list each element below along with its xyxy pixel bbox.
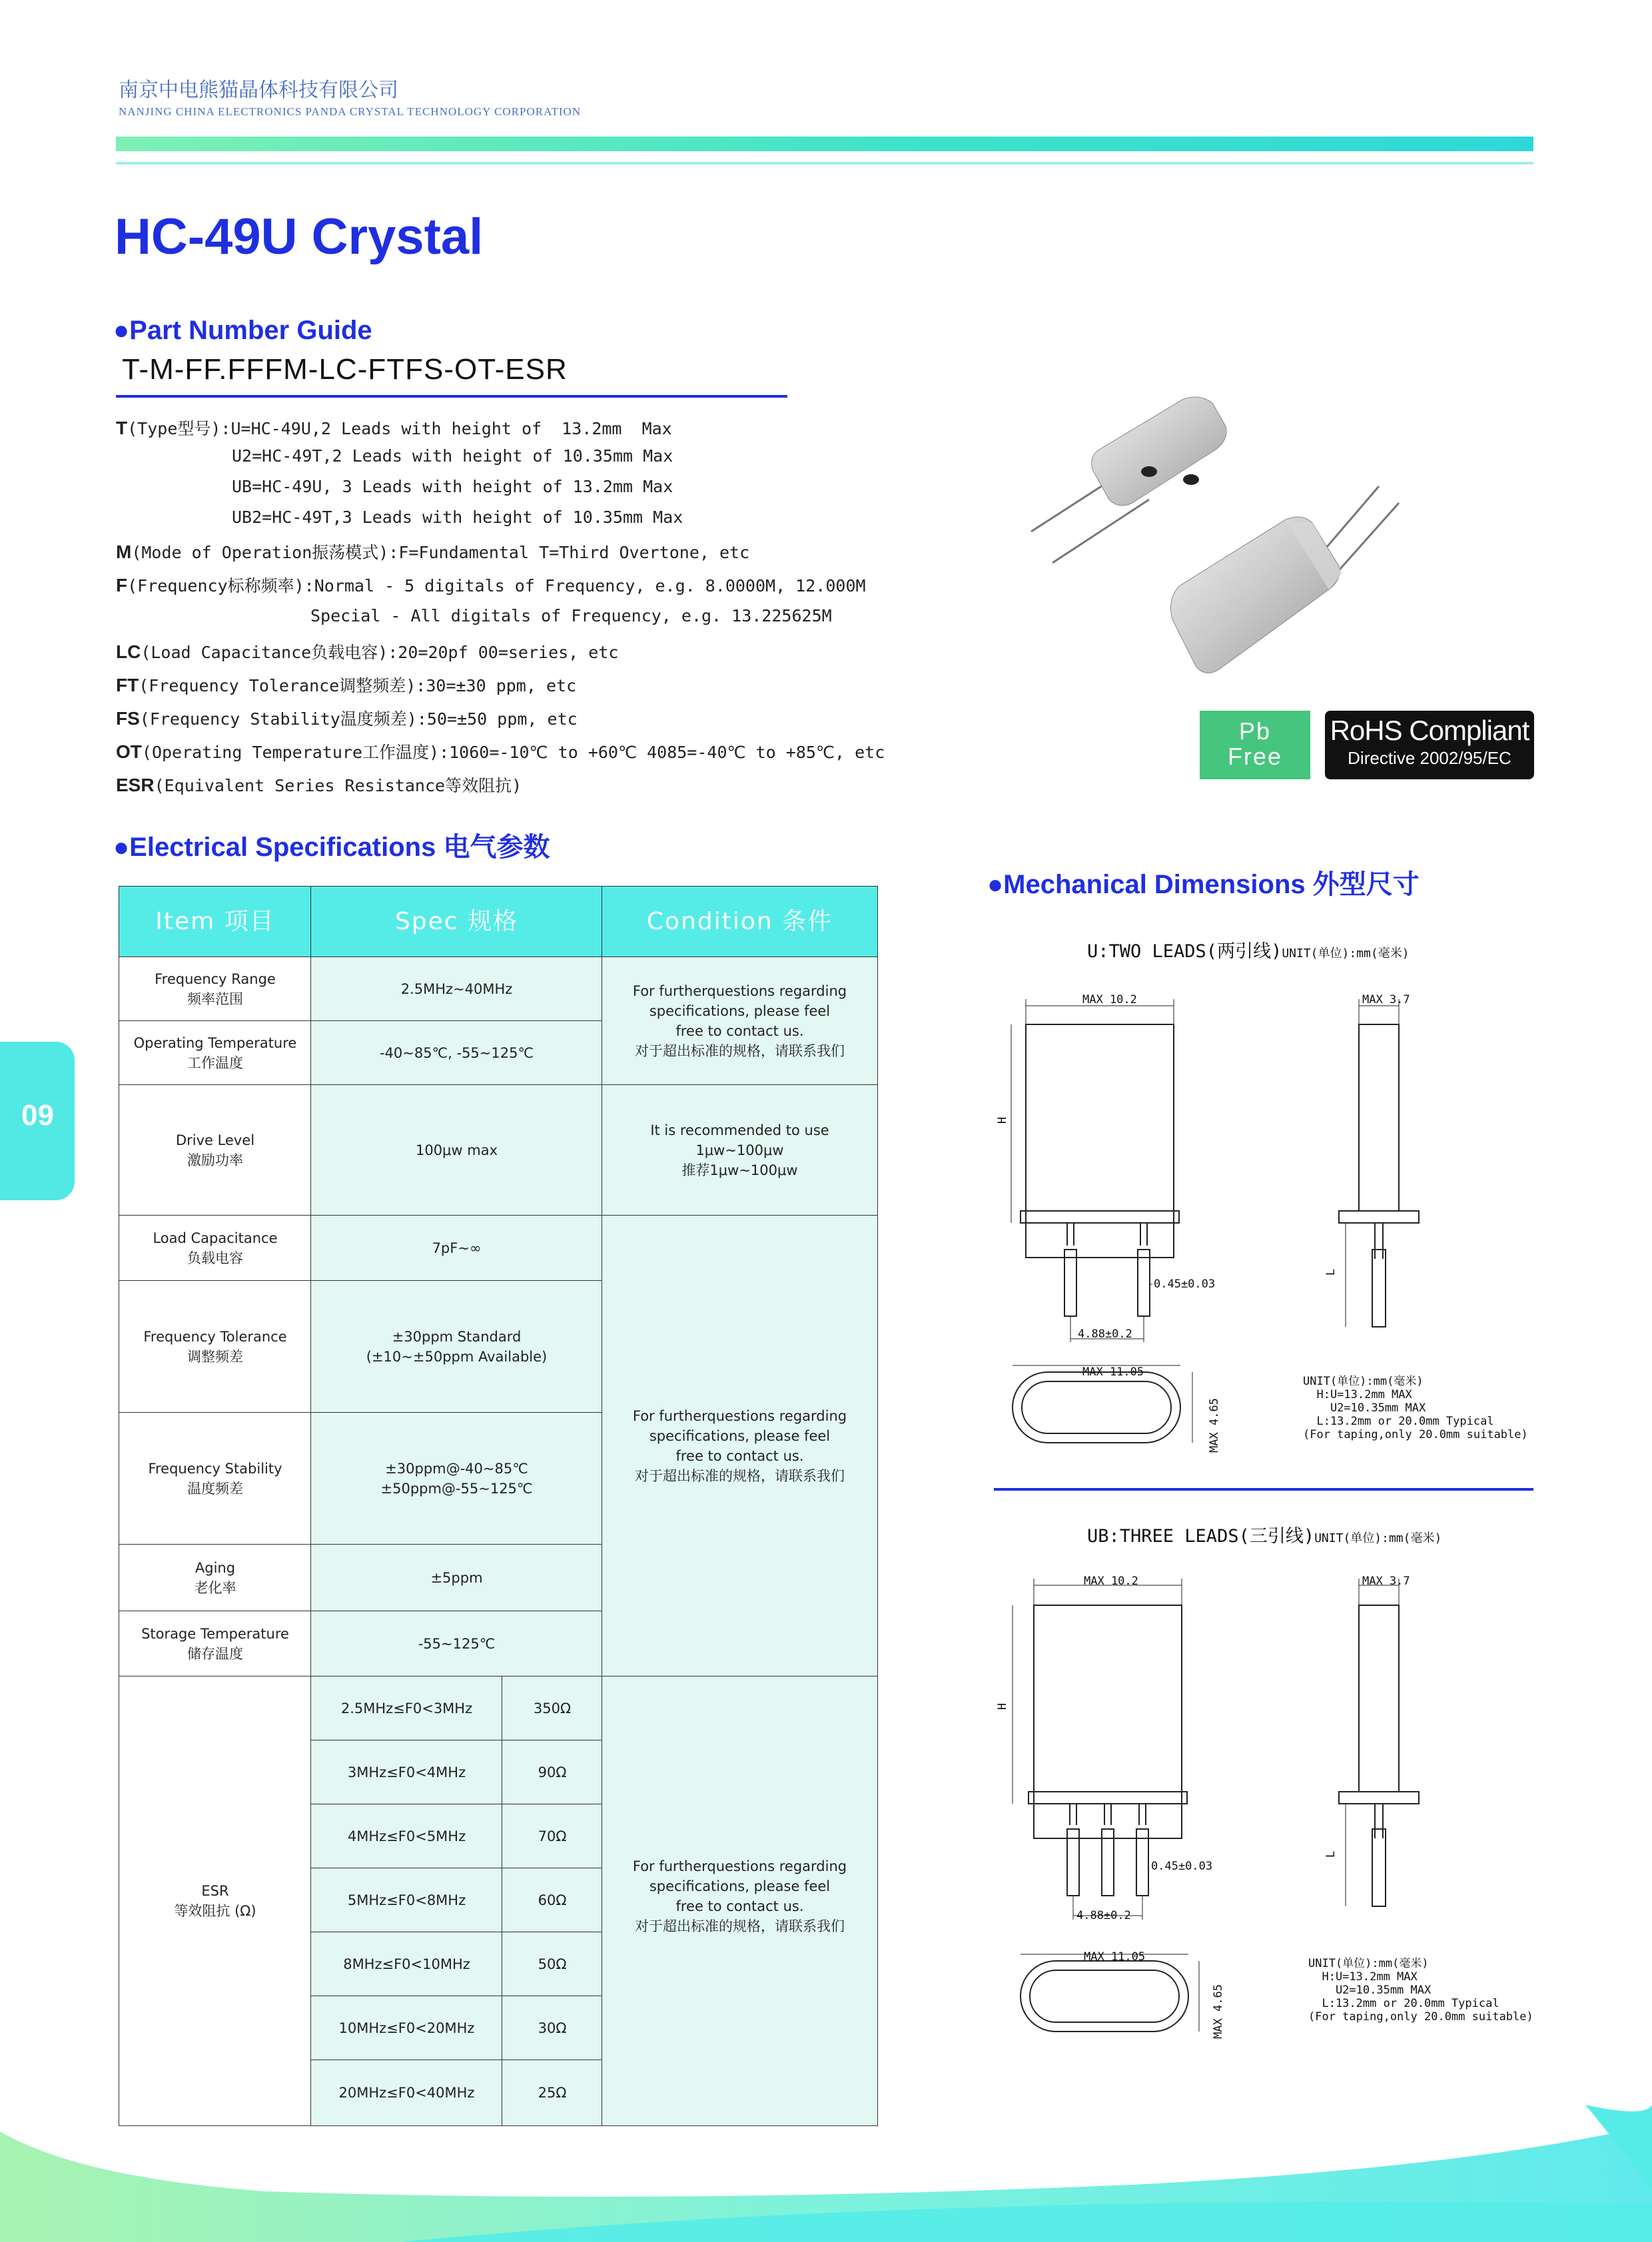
pn-line-type-ub2	[232, 508, 683, 527]
part-number-underline	[116, 395, 787, 398]
row-spec-freq-stability: ±30ppm@-40~85℃ ±50ppm@-55~125℃	[310, 1412, 603, 1545]
pn-line-type-ub	[232, 477, 673, 496]
two-leads-l: L	[1324, 1268, 1338, 1276]
three-leads-unit: UNIT(单位):mm(毫米)	[1314, 1531, 1442, 1545]
pn-line-load-cap	[116, 639, 618, 663]
esr-value: 30Ω	[502, 1996, 603, 2061]
esr-range: 2.5MHz≤F0<3MHz	[310, 1676, 503, 1741]
row-item-aging: Aging 老化率	[119, 1544, 312, 1612]
three-leads-l: L	[1324, 1850, 1338, 1858]
rohs-badge	[1325, 711, 1534, 779]
page-number-tab	[0, 1042, 75, 1200]
esr-value: 70Ω	[502, 1804, 603, 1869]
pb-free-line1: Pb	[1238, 717, 1272, 745]
table-header-item: Item 项目	[119, 886, 312, 958]
esr-range: 3MHz≤F0<4MHz	[310, 1740, 503, 1805]
pn-text: U2=HC-49T,2 Leads with height of 10.35mm Max	[232, 446, 673, 466]
pn-key: T	[116, 418, 128, 438]
pn-text: (Mode of Operation振荡模式):F=Fundamental T=Third Overtone, etc	[131, 543, 750, 562]
pb-free-badge	[1200, 711, 1310, 779]
esr-range: 8MHz≤F0<10MHz	[310, 1932, 503, 1997]
pn-text: (Equivalent Series Resistance等效阻抗)	[154, 776, 522, 795]
page-number: 09	[21, 1099, 54, 1132]
row-item-storage-temp: Storage Temperature 储存温度	[119, 1611, 312, 1677]
mechanical-heading: ●Mechanical Dimensions 外型尺寸	[987, 870, 1420, 899]
pn-text: Special - All digitals of Frequency, e.g. 13.225625M	[310, 606, 832, 625]
condition-cell-1: For furtherquestions regarding specifications, please feel free to contact us. 对于超出标准的规格，请联系我们	[602, 956, 878, 1086]
pn-key: ESR	[116, 775, 155, 795]
footer-wave-decoration	[0, 2105, 1652, 2242]
two-leads-max-depth: MAX 3.7	[1362, 993, 1410, 1006]
two-leads-title-row	[1087, 936, 1410, 962]
two-leads-lead-dia: 0.45±0.03	[1154, 1278, 1216, 1291]
row-spec-storage-temp: -55~125℃	[310, 1611, 603, 1677]
crystal-product-image	[1026, 386, 1426, 693]
pn-text: (Frequency Tolerance调整频差):30=±30 ppm, etc	[139, 676, 577, 695]
two-leads-h: H	[996, 1116, 1010, 1124]
row-item-freq-tolerance: Frequency Tolerance 调整频差	[119, 1280, 312, 1413]
condition-cell-3: For furtherquestions regarding specifications, please feel free to contact us. 对于超出标准的规格，请联系我们	[602, 1215, 878, 1677]
pn-line-tolerance	[116, 673, 576, 697]
header-thin-line	[116, 162, 1533, 165]
mechanical-divider	[994, 1488, 1533, 1491]
row-spec-load-cap: 7pF~∞	[310, 1215, 603, 1282]
row-item-esr: ESR 等效阻抗 (Ω)	[119, 1676, 312, 2126]
table-header-condition: Condition 条件	[602, 886, 878, 958]
rohs-line1: RoHS Compliant	[1330, 715, 1529, 746]
header-gradient-bar	[116, 137, 1533, 151]
pn-key: F	[116, 575, 128, 595]
three-leads-max-len: MAX 11.05	[1084, 1950, 1146, 1964]
two-leads-max-len: MAX 11.05	[1082, 1365, 1144, 1379]
esr-range: 10MHz≤F0<20MHz	[310, 1996, 503, 2061]
esr-range: 5MHz≤F0<8MHz	[310, 1868, 503, 1933]
pn-text: UB=HC-49U, 3 Leads with height of 13.2mm Max	[232, 477, 673, 496]
row-item-frequency-range: Frequency Range 频率范围	[119, 956, 312, 1022]
rohs-line2: Directive 2002/95/EC	[1348, 748, 1511, 768]
company-name-cn: 南京中电熊猫晶体科技有限公司	[119, 79, 398, 102]
pn-text: (Load Capacitance负载电容):20=20pf 00=series, etc	[141, 643, 619, 662]
esr-value: 90Ω	[502, 1740, 603, 1805]
part-number-code: T-M-FF.FFFM-LC-FTFS-OT-ESR	[122, 353, 568, 386]
row-item-operating-temp: Operating Temperature 工作温度	[119, 1020, 312, 1086]
two-leads-notes: UNIT(单位):mm(毫米) H:U=13.2mm MAX U2=10.35mm MAX L:13.2mm or 20.0mm Typical (For taping,only 20.0mm suitable)	[1303, 1375, 1528, 1441]
pn-text: (Operating Temperature工作温度):1060=-10℃ to +60℃ 4085=-40℃ to +85℃, etc	[141, 743, 885, 762]
pn-text: UB2=HC-49T,3 Leads with height of 10.35mm Max	[232, 508, 683, 527]
row-item-drive-level: Drive Level 激励功率	[119, 1084, 312, 1216]
three-leads-lead-dia: 0.45±0.03	[1151, 1860, 1213, 1873]
two-leads-max-width: MAX 10.2	[1082, 993, 1137, 1006]
three-leads-notes: UNIT(单位):mm(毫米) H:U=13.2mm MAX U2=10.35mm MAX L:13.2mm or 20.0mm Typical (For taping,only 20.0mm suitable)	[1308, 1957, 1533, 2024]
esr-value: 350Ω	[502, 1676, 603, 1741]
esr-value: 50Ω	[502, 1932, 603, 1997]
pn-key: LC	[116, 641, 141, 662]
pn-line-op-temp	[116, 739, 885, 763]
pn-key: FT	[116, 675, 139, 695]
three-leads-max-depth: MAX 3.7	[1362, 1575, 1410, 1588]
three-leads-title-row	[1087, 1521, 1442, 1547]
pb-free-line2: Free	[1227, 743, 1283, 770]
pn-line-esr	[116, 773, 522, 797]
three-leads-h: H	[996, 1702, 1010, 1710]
pn-key: M	[116, 542, 132, 562]
pn-line-type	[116, 416, 672, 440]
two-leads-unit: UNIT(单位):mm(毫米)	[1282, 946, 1410, 960]
pn-line-frequency-special	[310, 606, 832, 625]
electrical-specs-table	[119, 886, 878, 2126]
three-leads-max-thk: MAX 4.65	[1211, 1984, 1225, 2039]
condition-cell-4: For furtherquestions regarding specifications, please feel free to contact us. 对于超出标准的规格，请联系我们	[602, 1676, 878, 2126]
row-spec-operating-temp: -40~85℃, -55~125℃	[310, 1020, 603, 1086]
part-number-guide-heading: ●Part Number Guide	[113, 316, 372, 345]
three-leads-title: UB:THREE LEADS(三引线)	[1087, 1526, 1315, 1547]
esr-value: 25Ω	[502, 2059, 603, 2126]
pn-line-type-u2	[232, 446, 673, 466]
esr-value: 60Ω	[502, 1868, 603, 1933]
pn-line-stability	[116, 706, 578, 730]
condition-cell-2: It is recommended to use 1μw~100μw 推荐1μw~100μw	[602, 1084, 878, 1216]
two-leads-pitch: 4.88±0.2	[1078, 1327, 1132, 1341]
row-spec-frequency-range: 2.5MHz~40MHz	[310, 956, 603, 1022]
two-leads-title: U:TWO LEADS(两引线)	[1087, 941, 1282, 962]
pn-key: FS	[116, 708, 140, 729]
table-header-spec: Spec 规格	[310, 886, 603, 958]
esr-range: 20MHz≤F0<40MHz	[310, 2059, 503, 2126]
electrical-specs-heading: ●Electrical Specifications 电气参数	[113, 833, 550, 862]
row-item-freq-stability: Frequency Stability 温度频差	[119, 1412, 312, 1545]
row-spec-drive-level: 100μw max	[310, 1084, 603, 1216]
pn-key: OT	[116, 741, 142, 762]
page-title: HC-49U Crystal	[115, 208, 484, 265]
row-spec-freq-tolerance: ±30ppm Standard (±10~±50ppm Available)	[310, 1280, 603, 1413]
pn-text: (Type型号):U=HC-49U,2 Leads with height of 13.2mm Max	[127, 419, 672, 438]
pn-text: (Frequency Stability温度频差):50=±50 ppm, etc	[139, 709, 578, 729]
row-spec-aging: ±5ppm	[310, 1544, 603, 1612]
pn-text: (Frequency标称频率):Normal - 5 digitals of Frequency, e.g. 8.0000M, 12.000M	[127, 576, 866, 595]
pn-line-frequency	[116, 573, 866, 597]
two-leads-max-thk: MAX 4.65	[1207, 1398, 1221, 1453]
three-leads-pitch: 4.88±0.2	[1076, 1909, 1131, 1922]
esr-range: 4MHz≤F0<5MHz	[310, 1804, 503, 1869]
row-item-load-cap: Load Capacitance 负载电容	[119, 1215, 312, 1282]
pn-line-mode	[116, 540, 749, 563]
company-name-en: NANJING CHINA ELECTRONICS PANDA CRYSTAL TECHNOLOGY CORPORATION	[119, 105, 582, 118]
three-leads-max-width: MAX 10.2	[1084, 1575, 1138, 1588]
